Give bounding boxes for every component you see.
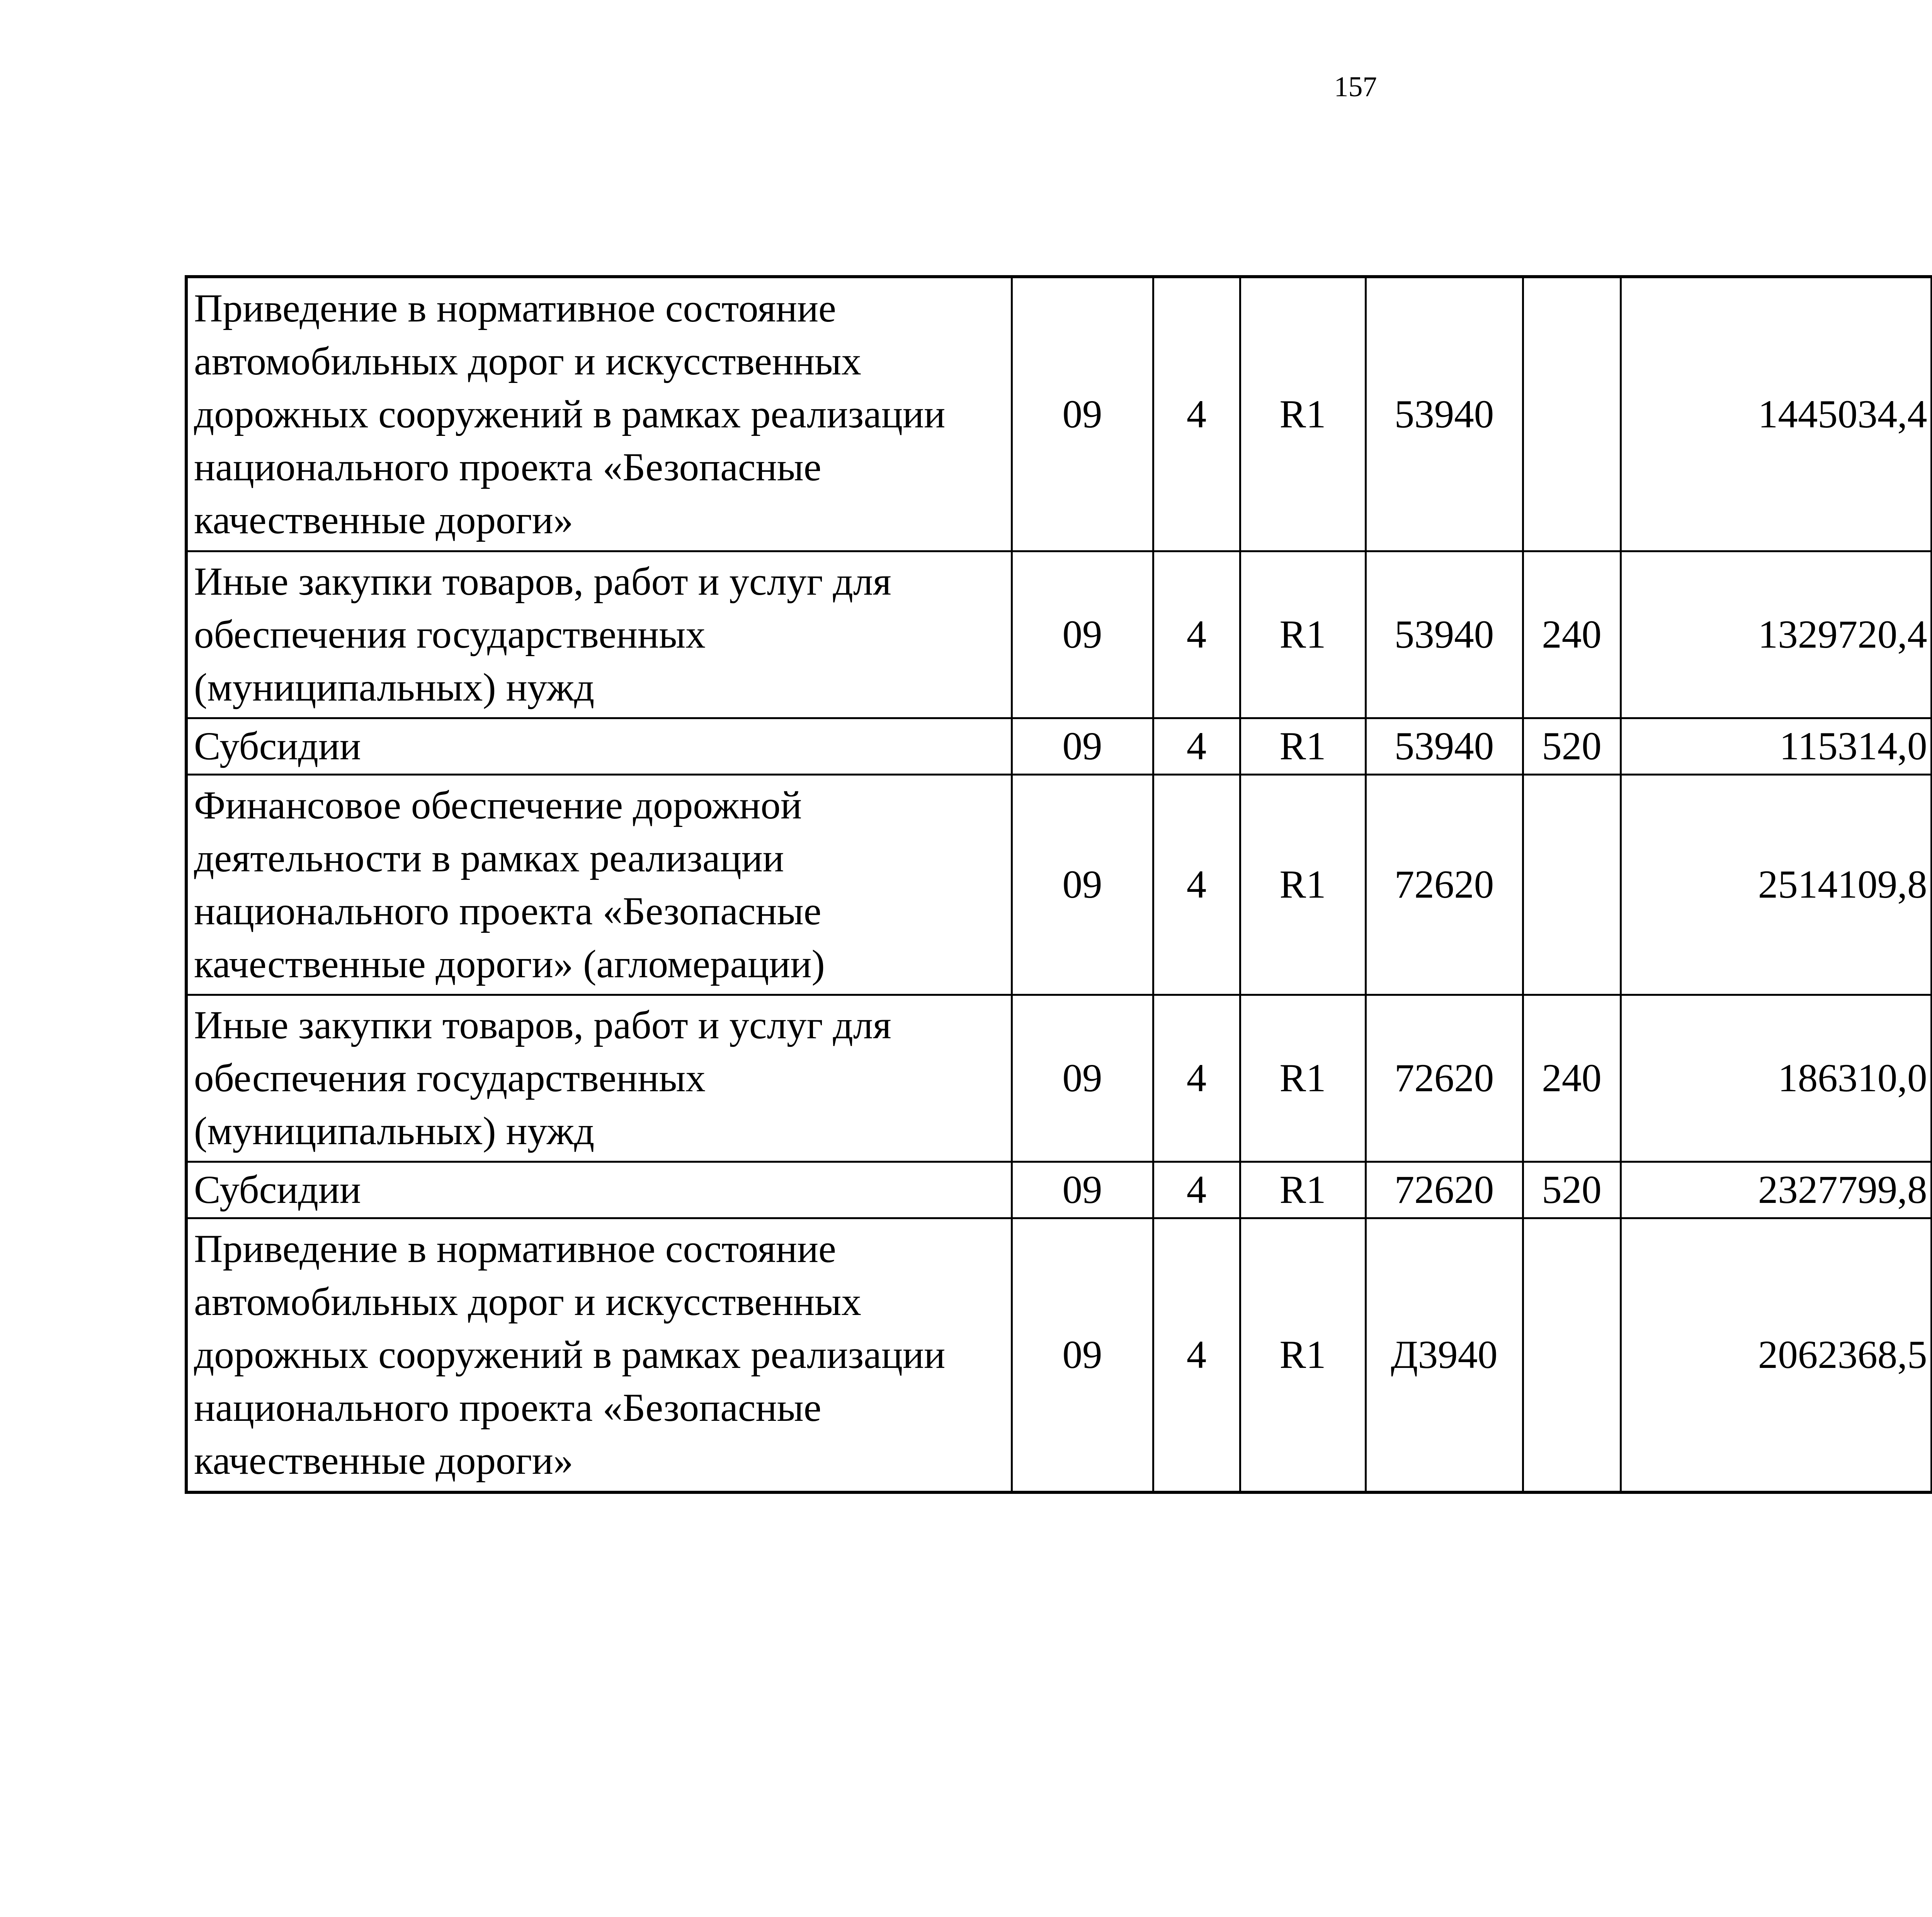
program-cell: R1 [1240, 718, 1366, 775]
expense-type-cell: 520 [1523, 1162, 1621, 1218]
budget-table [185, 275, 1932, 1494]
expense-type-cell: 240 [1523, 995, 1621, 1162]
program-cell: R1 [1240, 1162, 1366, 1218]
table-row [186, 1218, 1932, 1493]
row-name-cell: Приведение в нормативное состояние автомобильных дорог и искусственных дорожных сооружений в рамках реализации национального проекта «Безопасные качественные дороги» [186, 277, 1012, 551]
expense-type-cell [1523, 775, 1621, 995]
table-row [186, 995, 1932, 1162]
target-code-cell: Д3940 [1366, 1218, 1523, 1493]
expense-type-cell [1523, 1218, 1621, 1493]
amount-1-cell: 2514109,8 [1621, 775, 1931, 995]
target-code-cell: 72620 [1366, 1162, 1523, 1218]
subsection-cell: 4 [1153, 1162, 1240, 1218]
subsection-cell: 4 [1153, 775, 1240, 995]
subsection-cell: 4 [1153, 718, 1240, 775]
amount-1-cell: 2062368,5 [1621, 1218, 1931, 1493]
table-row [186, 277, 1932, 551]
table-row [186, 551, 1932, 718]
program-cell: R1 [1240, 277, 1366, 551]
target-code-cell: 53940 [1366, 718, 1523, 775]
program-cell: R1 [1240, 995, 1366, 1162]
subsection-cell: 4 [1153, 995, 1240, 1162]
subsection-cell: 4 [1153, 551, 1240, 718]
target-code-cell: 72620 [1366, 995, 1523, 1162]
target-code-cell: 53940 [1366, 277, 1523, 551]
section-cell: 09 [1012, 1162, 1153, 1218]
target-code-cell: 72620 [1366, 775, 1523, 995]
row-name-cell: Субсидии [186, 1162, 1012, 1218]
amount-1-cell: 1329720,4 [1621, 551, 1931, 718]
expense-type-cell: 520 [1523, 718, 1621, 775]
expense-type-cell: 240 [1523, 551, 1621, 718]
amount-1-cell: 1445034,4 [1621, 277, 1931, 551]
program-cell: R1 [1240, 551, 1366, 718]
amount-1-cell: 115314,0 [1621, 718, 1931, 775]
table-row [186, 718, 1932, 775]
page-number: 157 [1334, 71, 1377, 103]
row-name-cell: Приведение в нормативное состояние автомобильных дорог и искусственных дорожных сооружений в рамках реализации национального проекта «Безопасные качественные дороги» [186, 1218, 1012, 1493]
expense-type-cell [1523, 277, 1621, 551]
program-cell: R1 [1240, 1218, 1366, 1493]
section-cell: 09 [1012, 995, 1153, 1162]
table-row [186, 775, 1932, 995]
section-cell: 09 [1012, 551, 1153, 718]
row-name-cell: Субсидии [186, 718, 1012, 775]
section-cell: 09 [1012, 277, 1153, 551]
amount-1-cell: 2327799,8 [1621, 1162, 1931, 1218]
row-name-cell: Финансовое обеспечение дорожной деятельности в рамках реализации национального проекта «Безопасные качественные дороги» (агломерации) [186, 775, 1012, 995]
section-cell: 09 [1012, 775, 1153, 995]
row-name-cell: Иные закупки товаров, работ и услуг для обеспечения государственных (муниципальных) нужд [186, 551, 1012, 718]
section-cell: 09 [1012, 718, 1153, 775]
program-cell: R1 [1240, 775, 1366, 995]
amount-1-cell: 186310,0 [1621, 995, 1931, 1162]
table-row [186, 1162, 1932, 1218]
target-code-cell: 53940 [1366, 551, 1523, 718]
subsection-cell: 4 [1153, 277, 1240, 551]
section-cell: 09 [1012, 1218, 1153, 1493]
row-name-cell: Иные закупки товаров, работ и услуг для обеспечения государственных (муниципальных) нужд [186, 995, 1012, 1162]
subsection-cell: 4 [1153, 1218, 1240, 1493]
